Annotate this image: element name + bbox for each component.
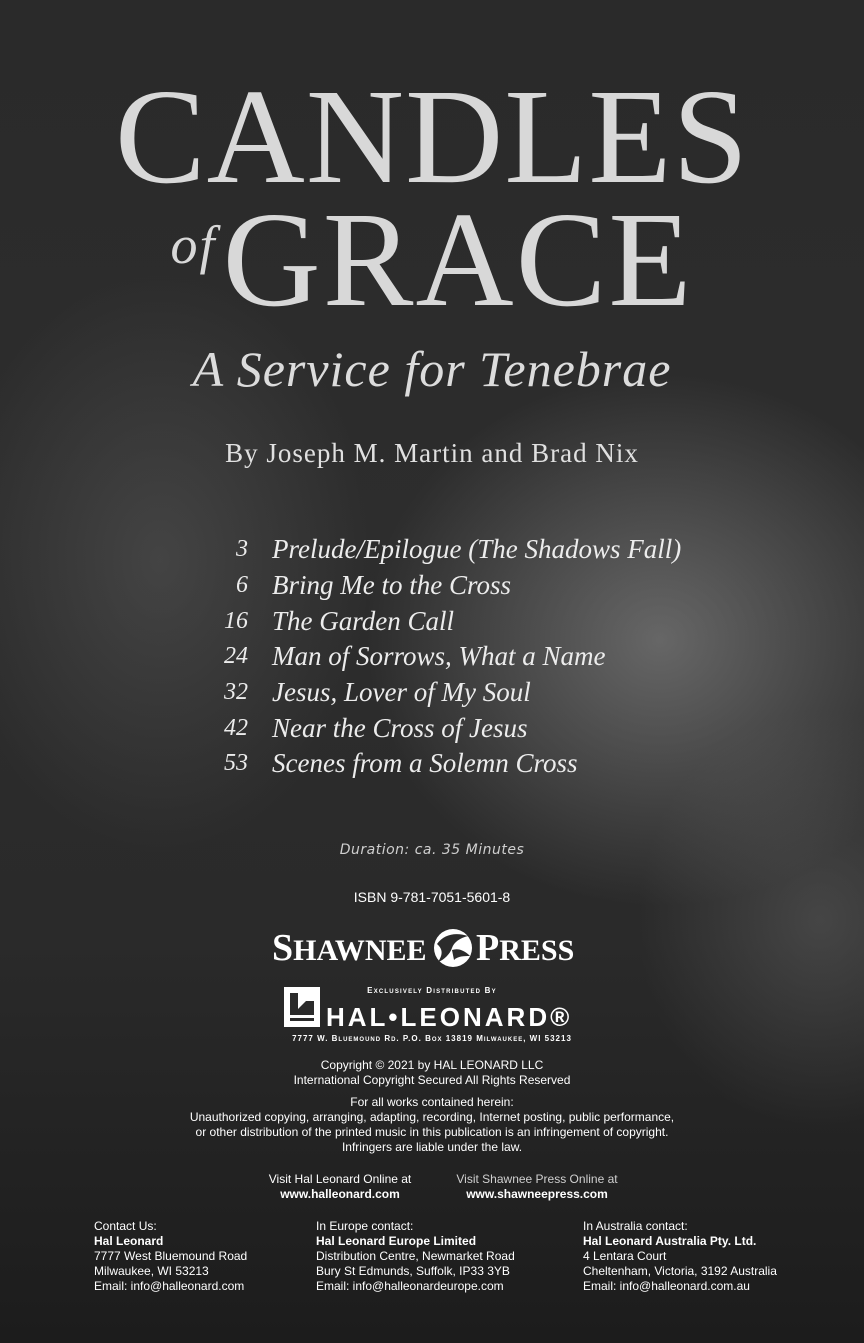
rights-line: International Copyright Secured All Rights Reserved (293, 1073, 571, 1087)
authors: By Joseph M. Martin and Brad Nix (225, 438, 639, 468)
contact-email[interactable]: Email: info@halleonardeurope.com (316, 1279, 504, 1293)
toc-row (200, 568, 760, 604)
visit-label: Visit Hal Leonard Online at (268, 1172, 412, 1186)
contact-address-line: 7777 West Bluemound Road (94, 1249, 248, 1263)
toc-row (200, 746, 760, 782)
warning-line: Unauthorized copying, arranging, adapting, recording, Internet posting, public performance, (189, 1110, 675, 1124)
dove-icon (428, 926, 478, 970)
toc-title: Prelude/Epilogue (The Shadows Fall) (272, 534, 682, 565)
contact-label: Contact Us: (94, 1219, 157, 1233)
shawnee-rest: HAWNEE (293, 934, 427, 967)
contact-label: In Europe contact: (316, 1219, 414, 1233)
distributor-note: Exclusively Distributed By (367, 986, 497, 995)
warning-block (0, 1095, 864, 1155)
toc-title: The Garden Call (272, 605, 454, 636)
toc-page: 42 (224, 714, 248, 741)
isbn: ISBN 9-781-7051-5601-8 (353, 889, 511, 905)
contact-address-line: Distribution Centre, Newmarket Road (316, 1249, 515, 1263)
toc-row (200, 639, 760, 675)
copyright-block (0, 1058, 864, 1088)
contact-address-line: Bury St Edmunds, Suffolk, IP33 3YB (316, 1264, 510, 1278)
hal-leonard-logo-text: HAL•LEONARD® (326, 1002, 573, 1032)
press-initial: P (476, 927, 500, 969)
copyright-line: Copyright © 2021 by HAL LEONARD LLC (320, 1058, 544, 1072)
toc-row (200, 603, 760, 639)
visit-hal-leonard (258, 1172, 422, 1202)
duration: Duration: ca. 35 Minutes (339, 842, 525, 858)
toc-page: 53 (224, 750, 248, 777)
toc-page: 32 (224, 679, 248, 706)
warning-line: or other distribution of the printed music in this publication is an infringement of copyright. (195, 1125, 669, 1139)
contact-label: In Australia contact: (583, 1219, 688, 1233)
hal-leonard-address: 7777 W. Bluemound Rd. P.O. Box 13819 Milwaukee, WI 53213 (292, 1034, 572, 1043)
shawnee-press-logo (270, 926, 606, 970)
contact-us (94, 1219, 294, 1294)
title-candles: CANDLES (114, 62, 750, 212)
contact-name: Hal Leonard Australia Pty. Ltd. (583, 1234, 757, 1248)
toc-page: 6 (236, 572, 248, 599)
contact-address-line: 4 Lentara Court (583, 1249, 667, 1263)
toc-title: Man of Sorrows, What a Name (272, 641, 606, 672)
toc-title: Bring Me to the Cross (272, 570, 511, 601)
title-of: of (170, 215, 217, 275)
hal-leonard-link[interactable]: www.halleonard.com (280, 1187, 400, 1201)
toc-row (200, 532, 760, 568)
toc-title: Near the Cross of Jesus (272, 712, 528, 743)
contact-australia (583, 1219, 853, 1294)
toc-page: 16 (224, 607, 248, 634)
contact-email[interactable]: Email: info@halleonard.com (94, 1279, 245, 1293)
toc-title: Scenes from a Solemn Cross (272, 748, 578, 779)
shawnee-initial: S (272, 927, 294, 969)
warning-line: Infringers are liable under the law. (341, 1140, 523, 1154)
contact-address-line: Milwaukee, WI 53213 (94, 1264, 209, 1278)
contact-email[interactable]: Email: info@halleonard.com.au (583, 1279, 750, 1293)
subtitle: A Service for Tenebrae (192, 341, 672, 397)
contact-europe (316, 1219, 566, 1294)
press-word (476, 926, 574, 970)
contact-name: Hal Leonard (94, 1234, 164, 1248)
contact-name: Hal Leonard Europe Limited (316, 1234, 477, 1248)
hal-leonard-emblem-icon (284, 987, 320, 1027)
table-of-contents (200, 532, 760, 782)
warning-intro: For all works contained herein: (350, 1095, 514, 1109)
shawnee-word (272, 926, 427, 970)
title-grace-line (0, 185, 864, 335)
press-rest: RESS (499, 934, 575, 967)
title-grace: GRACE (222, 185, 694, 335)
toc-page: 24 (224, 643, 248, 670)
contact-address-line: Cheltenham, Victoria, 3192 Australia (583, 1264, 777, 1278)
toc-row (200, 710, 760, 746)
toc-row (200, 675, 760, 711)
toc-page: 3 (236, 536, 248, 563)
toc-title: Jesus, Lover of My Soul (272, 677, 531, 708)
shawnee-press-link[interactable]: www.shawneepress.com (466, 1187, 608, 1201)
visit-label: Visit Shawnee Press Online at (456, 1172, 618, 1186)
visit-shawnee-press (450, 1172, 624, 1202)
